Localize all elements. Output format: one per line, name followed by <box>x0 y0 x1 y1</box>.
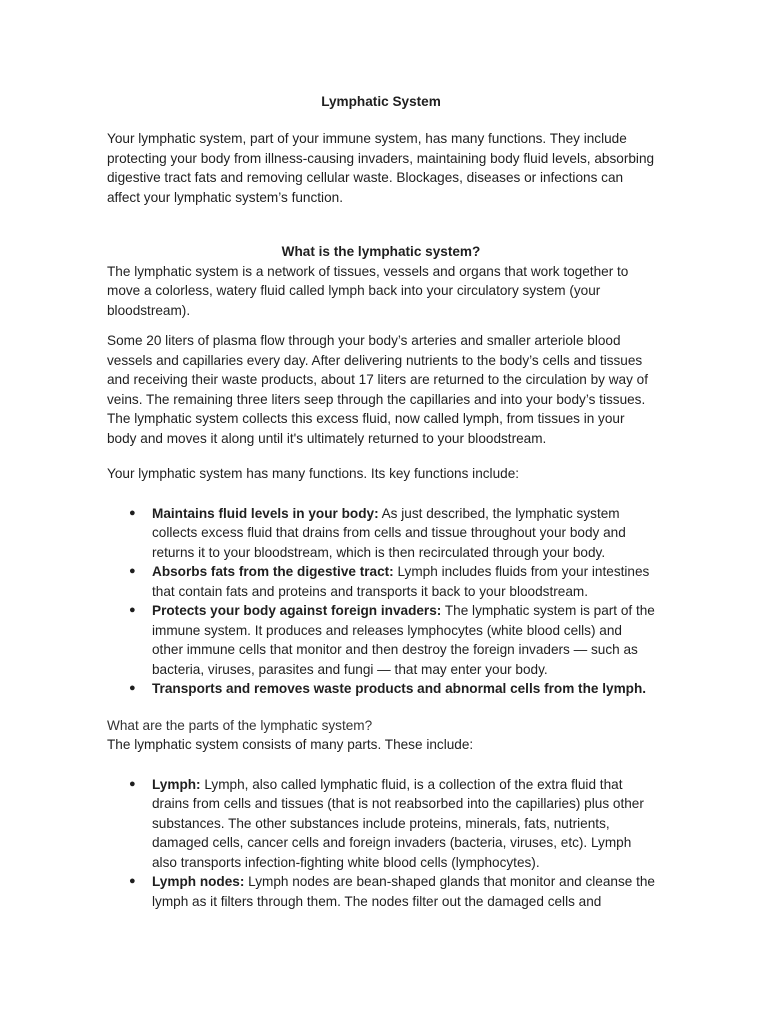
document-title: Lymphatic System <box>321 94 441 109</box>
item-label: Lymph nodes: <box>152 874 245 889</box>
bullet-icon: ● <box>129 565 136 577</box>
list-item <box>107 562 655 601</box>
list-item <box>107 872 655 911</box>
item-text: Lymph, also called lymphatic fluid, is a collection of the extra fluid that drains from cells and tissues (that is not reabsorbed into the capillaries) plus other substances. The other substances include proteins, minerals, fats, nutrients, damaged cells, cancer cells and foreign invaders (bacteria, viruses, etc). Lymph also transports infection-fighting white blood cells (lymphocytes). <box>152 776 644 870</box>
item-label: Absorbs fats from the digestive tract: <box>152 564 394 579</box>
item-text: The lymphatic system is part of the immune system. It produces and releases lymphocytes (white blood cells) and other immune cells that monitor and then destroy the foreign invaders — such as bacteria, viruses, parasites and fungi — that may enter your body. <box>152 603 655 677</box>
item-label: Maintains fluid levels in your body: <box>152 505 379 521</box>
parts-question: What are the parts of the lymphatic system? <box>107 717 373 733</box>
bullet-icon: ● <box>129 777 136 790</box>
list-item <box>107 601 655 679</box>
bullet-icon: ● <box>129 604 136 616</box>
list-item <box>107 504 655 563</box>
document-page <box>107 92 655 911</box>
bullet-icon: ● <box>129 506 136 519</box>
item-text: Lymph nodes are bean-shaped glands that monitor and cleanse the lymph as it filters through them. The nodes filter out the damaged cells and <box>152 874 655 909</box>
section-heading: What is the lymphatic system? <box>281 244 481 259</box>
list-item <box>107 775 655 873</box>
functions-intro: Your lymphatic system has many functions. Its key functions include: <box>107 466 520 481</box>
item-text: As just described, the lymphatic system collects excess fluid that drains from cells and tissue throughout your body and returns it to your bloodstream, which is then recirculated through your body. <box>152 505 626 560</box>
bullet-icon: ● <box>129 682 136 694</box>
bullet-icon: ● <box>129 875 136 887</box>
functions-list <box>107 504 655 699</box>
plasma-paragraph: Some 20 liters of plasma flow through your body’s arteries and smaller arteriole blood vessels and capillaries every day. After delivering nutrients to the body’s cells and tissues and receiving their waste products, about 17 liters are returned to the circulation by way of veins. The remaining three liters seep through the capillaries and into your body’s tissues. The lymphatic system collects this excess fluid, now called lymph, from tissues in your body and moves it along until it's ultimately returned to your bloodstream. <box>107 333 649 446</box>
item-text: Lymph includes fluids from your intestines that contain fats and proteins and transports it back to your bloodstream. <box>152 564 650 599</box>
parts-intro: The lymphatic system consists of many parts. These include: <box>107 737 474 752</box>
intro-paragraph: Your lymphatic system, part of your immune system, has many functions. They include protecting your body from illness-causing invaders, maintaining body fluid levels, absorbing digestive tract fats and removing cellular waste. Blockages, diseases or infections can affect your lymphatic system’s function. <box>107 131 655 205</box>
item-label: Lymph: <box>152 776 201 792</box>
parts-list <box>107 775 655 912</box>
definition-paragraph: The lymphatic system is a network of tissues, vessels and organs that work together to move a colorless, watery fluid called lymph back into your circulatory system (your bloodstream). <box>107 263 629 318</box>
item-label: Transports and removes waste products and abnormal cells from the lymph. <box>152 681 647 696</box>
list-item <box>107 679 655 699</box>
item-label: Protects your body against foreign invaders: <box>152 603 442 618</box>
